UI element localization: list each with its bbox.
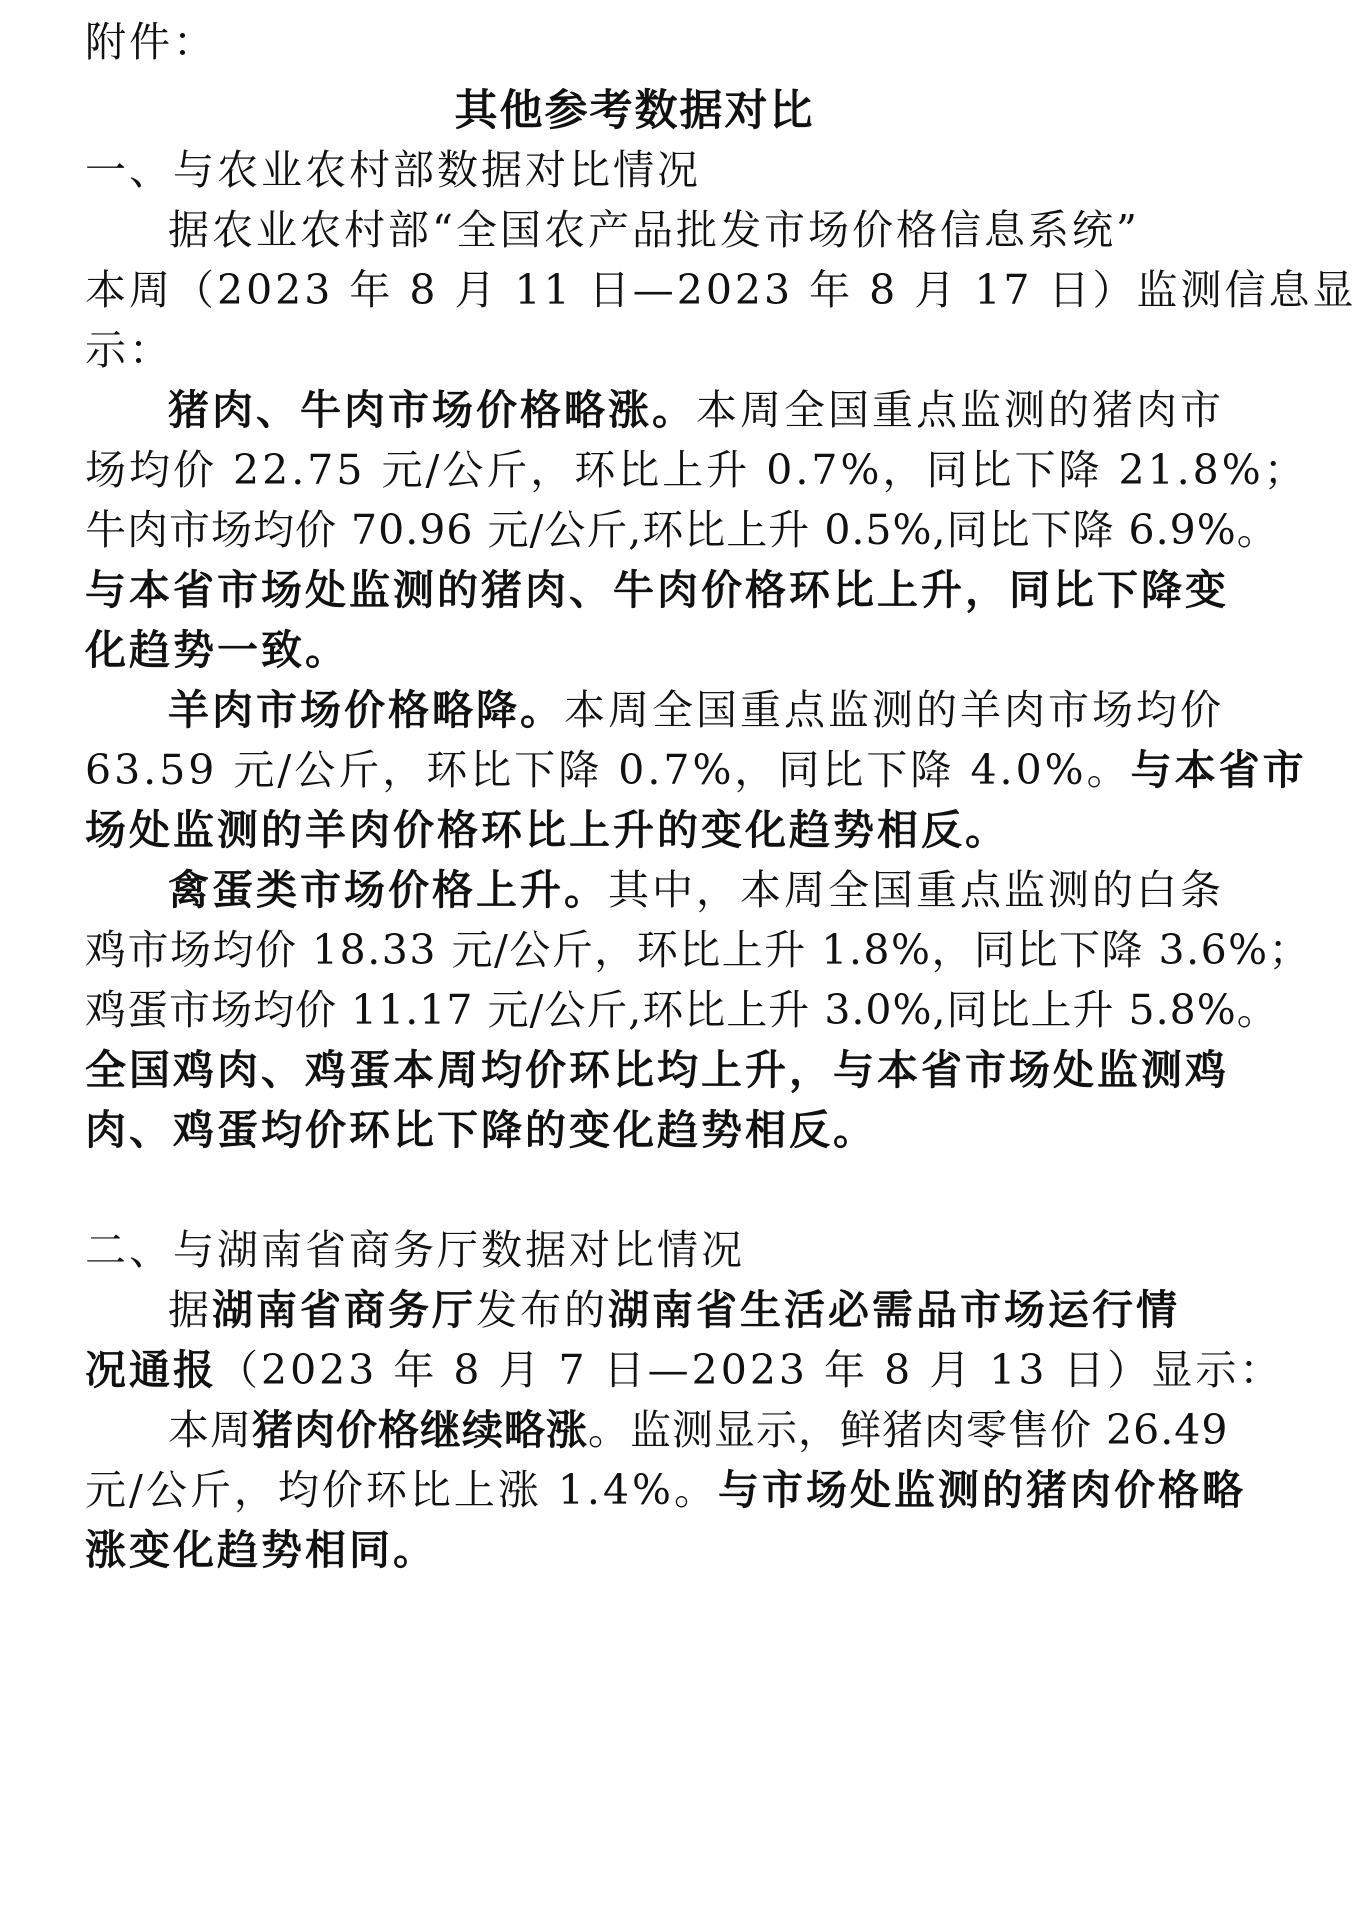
section2-intro-2b: （2023 年 8 月 7 日—2023 年 8 月 13 日）显示：	[217, 1346, 1284, 1394]
section2-pork-line3: 涨变化趋势相同。	[85, 1526, 437, 1574]
section2-pork-1c: 。监测显示，鲜猪肉零售价 26.49	[588, 1406, 1229, 1454]
mutton-line2	[85, 746, 1307, 794]
section2-pork-1a: 本周	[168, 1406, 252, 1454]
section2-pork-2-bold: 与市场处监测的猪肉价格略	[718, 1466, 1247, 1514]
section2-intro-1a: 据	[168, 1286, 212, 1334]
section2-pork-1b: 猪肉价格继续略涨	[252, 1406, 588, 1454]
mutton-line1-rest: 本周全国重点监测的羊肉市场均价	[564, 686, 1224, 734]
section2-pork-line1	[168, 1406, 1229, 1454]
pork-beef-line3: 牛肉市场均价 70.96 元/公斤,环比上升 0.5%,同比下降 6.9%。	[85, 506, 1279, 554]
pork-beef-line1-rest: 本周全国重点监测的猪肉市	[696, 386, 1224, 434]
mutton-line2-bold: 与本省市	[1130, 746, 1307, 794]
poultry-line4: 全国鸡肉、鸡蛋本周均价环比均上升，与本省市场处监测鸡	[85, 1046, 1229, 1094]
pork-beef-line1	[168, 386, 1224, 434]
poultry-line5: 肉、鸡蛋均价环比下降的变化趋势相反。	[85, 1106, 877, 1154]
pork-beef-line4: 与本省市场处监测的猪肉、牛肉价格环比上升，同比下降变	[85, 566, 1229, 614]
section2-intro-line1	[168, 1286, 1180, 1334]
section2-intro-1d: 湖南省生活必需品市场运行情	[608, 1286, 1180, 1334]
poultry-lead: 禽蛋类市场价格上升。	[168, 866, 608, 914]
mutton-line3: 场处监测的羊肉价格环比上升的变化趋势相反。	[85, 806, 1009, 854]
pork-beef-line2: 场均价 22.75 元/公斤，环比上升 0.7%，同比下降 21.8%；	[85, 446, 1308, 494]
poultry-line3: 鸡蛋市场均价 11.17 元/公斤,环比上升 3.0%,同比上升 5.8%。	[85, 986, 1279, 1034]
section1-heading: 一、与农业农村部数据对比情况	[85, 146, 701, 194]
section2-pork-2-plain: 元/公斤，均价环比上涨 1.4%。	[85, 1466, 719, 1514]
section1-intro-line1: 据农业农村部“全国农产品批发市场价格信息系统”	[168, 206, 1140, 254]
poultry-line1-rest: 其中，本周全国重点监测的白条	[608, 866, 1224, 914]
section2-intro-1b: 湖南省商务厅	[212, 1286, 476, 1334]
section2-intro-1c: 发布的	[476, 1286, 608, 1334]
pork-beef-line5: 化趋势一致。	[85, 626, 349, 674]
section2-pork-line2	[85, 1466, 1247, 1514]
poultry-line2: 鸡市场均价 18.33 元/公斤，环比上升 1.8%，同比下降 3.6%；	[85, 926, 1312, 974]
mutton-line1	[168, 686, 1224, 734]
section2-heading: 二、与湖南省商务厅数据对比情况	[85, 1226, 745, 1274]
section2-intro-2a: 况通报	[85, 1346, 217, 1394]
document-title: 其他参考数据对比	[454, 86, 815, 136]
attachment-label: 附件：	[85, 18, 217, 66]
pork-beef-lead: 猪肉、牛肉市场价格略涨。	[168, 386, 696, 434]
poultry-line1	[168, 866, 1224, 914]
section2-intro-line2	[85, 1346, 1284, 1394]
section1-intro-line3: 示：	[85, 326, 173, 374]
mutton-line2-plain: 63.59 元/公斤，环比下降 0.7%，同比下降 4.0%。	[85, 746, 1131, 794]
section1-intro-line2: 本周（2023 年 8 月 11 日—2023 年 8 月 17 日）监测信息显	[85, 266, 1357, 314]
mutton-lead: 羊肉市场价格略降。	[168, 686, 564, 734]
